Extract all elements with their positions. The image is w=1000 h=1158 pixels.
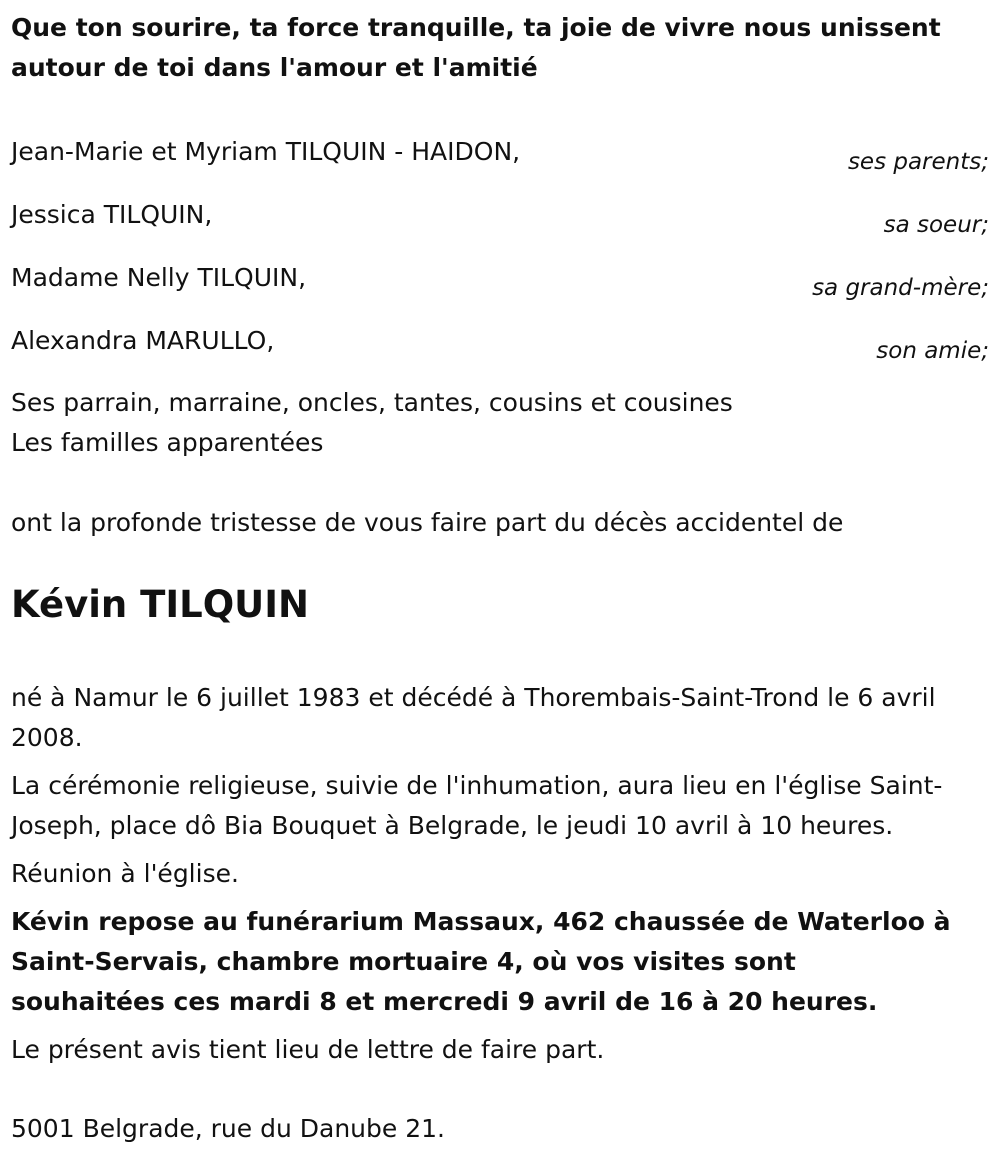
deceased-name: Kévin TILQUIN — [11, 583, 309, 626]
family-address: 5001 Belgrade, rue du Danube 21. — [11, 1114, 445, 1143]
family-list — [11, 136, 991, 388]
birth-death-paragraph: né à Namur le 6 juillet 1983 et décédé à Thorembais-Saint-Trond le 6 avril 2008. — [11, 683, 936, 752]
notice-paragraph: Le présent avis tient lieu de lettre de faire part. — [11, 1035, 605, 1064]
reunion-paragraph: Réunion à l'église. — [11, 859, 239, 888]
obituary-notice — [11, 0, 991, 1149]
motto-heading: Que ton sourire, ta force tranquille, ta joie de vivre nous unissent autour de toi dans l'amour et l'amitié — [11, 13, 941, 82]
family-entry-sister — [11, 199, 991, 262]
family-entry-parents — [11, 136, 991, 199]
family-name: Jean-Marie et Myriam TILQUIN - HAIDON, — [11, 137, 521, 166]
extended-family-line: Ses parrain, marraine, oncles, tantes, cousins et cousines — [11, 388, 733, 417]
family-entry-friend — [11, 325, 991, 388]
family-role: son amie; — [876, 338, 989, 364]
ceremony-paragraph: La cérémonie religieuse, suivie de l'inhumation, aura lieu en l'église Saint-Joseph, place dô Bia Bouquet à Belgrade, le jeudi 10 avril à 10 heures. — [11, 771, 943, 840]
announcement-text: ont la profonde tristesse de vous faire part du décès accidentel de — [11, 508, 844, 537]
extended-family-line: Les familles apparentées — [11, 428, 324, 457]
family-name: Jessica TILQUIN, — [11, 200, 213, 229]
family-name: Madame Nelly TILQUIN, — [11, 263, 307, 292]
family-name: Alexandra MARULLO, — [11, 326, 275, 355]
family-entry-grandmother — [11, 262, 991, 325]
family-role: sa soeur; — [883, 212, 989, 238]
family-role: ses parents; — [847, 149, 989, 175]
funerarium-paragraph: Kévin repose au funérarium Massaux, 462 chaussée de Waterloo à Saint-Servais, chambre mortuaire 4, où vos visites sont souhaitées ces mardi 8 et mercredi 9 avril de 16 à 20 heures. — [11, 907, 951, 1016]
extended-family — [11, 383, 991, 463]
family-role: sa grand-mère; — [812, 275, 989, 301]
